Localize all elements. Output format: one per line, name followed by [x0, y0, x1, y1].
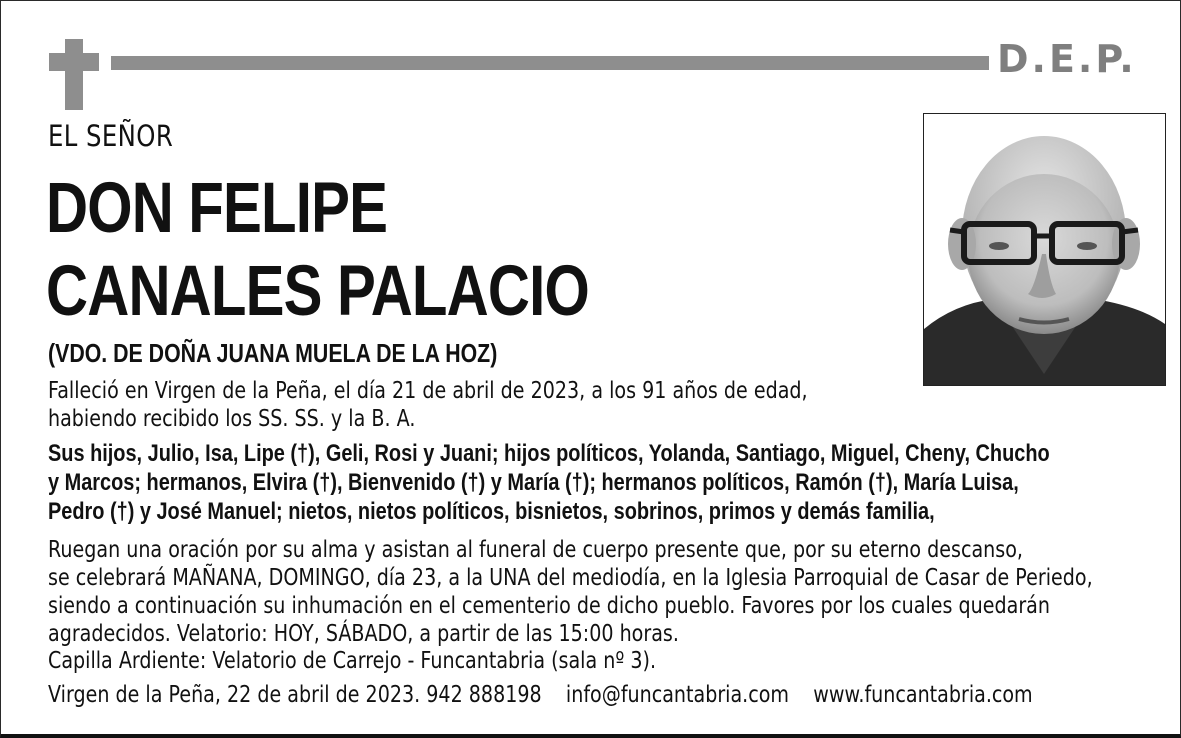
request-line-5: Capilla Ardiente: Velatorio de Carrejo - Funcantabria (sala nº 3).	[48, 648, 657, 674]
dep-label: D.E.P.	[997, 37, 1137, 81]
request-line-2: se celebrará MAÑANA, DOMINGO, día 23, a la UNA del mediodía, en la Iglesia Parroquial de Casar de Periedo,	[48, 565, 1093, 591]
portrait-photo	[923, 113, 1166, 386]
family-line-2: y Marcos; hermanos, Elvira (†), Bienvenido (†) y María (†); hermanos políticos, Ramón (†), María Luisa,	[48, 469, 1019, 496]
header-rule	[111, 56, 989, 70]
family-line-1: Sus hijos, Julio, Isa, Lipe (†), Geli, Rosi y Juani; hijos políticos, Yolanda, Santiago, Miguel, Cheny, Chucho	[48, 440, 1050, 467]
death-line-1: Falleció en Virgen de la Peña, el día 21 de abril de 2023, a los 91 años de edad,	[48, 378, 808, 404]
family-line-3: Pedro (†) y José Manuel; nietos, nietos políticos, bisnietos, sobrinos, primos y demás familia,	[48, 498, 935, 525]
cross-icon-vertical	[65, 39, 83, 110]
death-line-2: habiendo recibido los SS. SS. y la B. A.	[48, 406, 416, 432]
cross-icon-horizontal	[49, 53, 99, 71]
footer-contact: Virgen de la Peña, 22 de abril de 2023. 942 888198 info@funcantabria.com www.funcantabria.com	[48, 682, 1033, 708]
request-line-1: Ruegan una oración por su alma y asistan al funeral de cuerpo presente que, por su eterno descanso,	[48, 537, 1023, 563]
deceased-name-line2: CANALES PALACIO	[46, 252, 589, 331]
deceased-name-line1: DON FELIPE	[46, 169, 388, 248]
request-line-3: siendo a continuación su inhumación en el cementerio de dicho pueblo. Favores por los cuales quedarán	[48, 593, 1050, 619]
portrait-illustration	[924, 114, 1165, 385]
widower-line: (VDO. DE DOÑA JUANA MUELA DE LA HOZ)	[48, 338, 498, 368]
title-prefix: EL SEÑOR	[48, 119, 174, 153]
request-line-4: agradecidos. Velatorio: HOY, SÁBADO, a partir de las 15:00 horas.	[48, 621, 679, 647]
